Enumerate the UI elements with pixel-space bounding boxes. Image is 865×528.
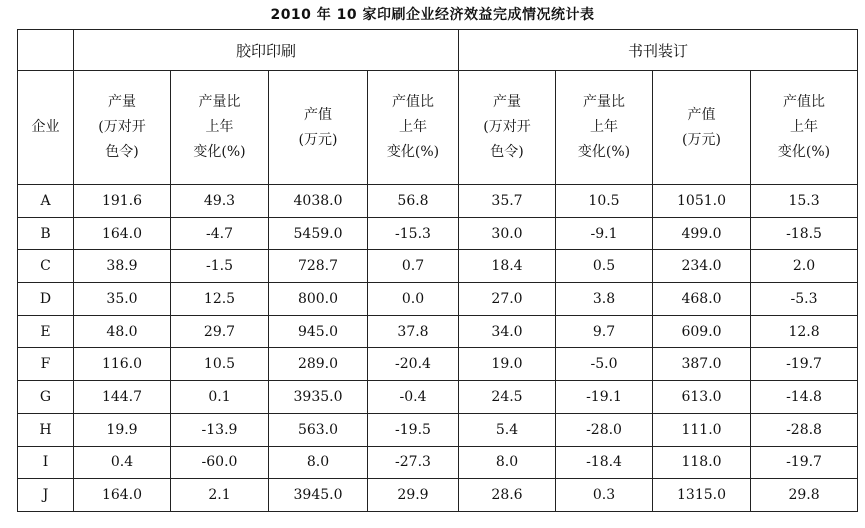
- data-cell: 37.8: [368, 315, 459, 348]
- data-cell: 24.5: [459, 381, 556, 414]
- data-cell: 19.0: [459, 348, 556, 381]
- data-cell: 118.0: [653, 446, 751, 479]
- data-cell: 3945.0: [269, 479, 368, 512]
- data-cell: 800.0: [269, 283, 368, 316]
- data-cell: 5.4: [459, 413, 556, 446]
- data-cell: -1.5: [171, 250, 269, 283]
- enterprise-cell: E: [18, 315, 74, 348]
- data-cell: 387.0: [653, 348, 751, 381]
- data-cell: -28.8: [751, 413, 858, 446]
- data-cell: -9.1: [556, 217, 653, 250]
- group-header-row: [18, 30, 858, 71]
- data-cell: 12.8: [751, 315, 858, 348]
- col-header-line: 上年: [399, 119, 427, 135]
- data-cell: 613.0: [653, 381, 751, 414]
- data-cell: 10.5: [171, 348, 269, 381]
- data-cell: 56.8: [368, 185, 459, 218]
- data-cell: 609.0: [653, 315, 751, 348]
- data-cell: -15.3: [368, 217, 459, 250]
- data-cell: -4.7: [171, 217, 269, 250]
- col-header-line: 产值比: [783, 94, 826, 110]
- data-cell: 191.6: [74, 185, 171, 218]
- col-header-line: 色令): [490, 144, 524, 160]
- enterprise-cell: F: [18, 348, 74, 381]
- data-cell: -19.7: [751, 446, 858, 479]
- row-header-enterprise: 企业: [18, 71, 74, 185]
- data-cell: 468.0: [653, 283, 751, 316]
- data-cell: 0.0: [368, 283, 459, 316]
- data-cell: 30.0: [459, 217, 556, 250]
- data-cell: 728.7: [269, 250, 368, 283]
- data-cell: 49.3: [171, 185, 269, 218]
- col-header-line: 上年: [590, 119, 619, 135]
- data-cell: -5.3: [751, 283, 858, 316]
- data-cell: -27.3: [368, 446, 459, 479]
- table-row: [18, 348, 858, 381]
- col-header-line: 变化(%): [386, 144, 440, 160]
- enterprise-cell: I: [18, 446, 74, 479]
- data-cell: 1051.0: [653, 185, 751, 218]
- col-header-line: 变化(%): [777, 144, 831, 160]
- corner-cell: [18, 30, 74, 71]
- data-cell: 10.5: [556, 185, 653, 218]
- data-cell: -19.7: [751, 348, 858, 381]
- data-cell: -18.4: [556, 446, 653, 479]
- data-cell: 19.9: [74, 413, 171, 446]
- enterprise-cell: A: [18, 185, 74, 218]
- data-cell: 499.0: [653, 217, 751, 250]
- col-header-line: (万元): [682, 131, 721, 148]
- group-header-binding: 书刊装订: [459, 30, 858, 71]
- data-cell: 29.9: [368, 479, 459, 512]
- col-header-value-change-binding: [751, 71, 858, 185]
- col-header-output-change: [171, 71, 269, 185]
- col-header-line: 产量比: [583, 94, 626, 110]
- data-cell: -18.5: [751, 217, 858, 250]
- col-header-line: 变化(%): [577, 144, 631, 160]
- table-row: [18, 185, 858, 218]
- enterprise-cell: H: [18, 413, 74, 446]
- col-header-output-binding: [459, 71, 556, 185]
- data-cell: 1315.0: [653, 479, 751, 512]
- data-cell: 164.0: [74, 217, 171, 250]
- table-body: [18, 185, 858, 512]
- data-cell: 3.8: [556, 283, 653, 316]
- data-cell: 15.3: [751, 185, 858, 218]
- data-cell: 0.7: [368, 250, 459, 283]
- data-cell: 4038.0: [269, 185, 368, 218]
- col-header-line: 产值: [687, 106, 716, 123]
- table-row: [18, 413, 858, 446]
- data-cell: 8.0: [459, 446, 556, 479]
- data-cell: 144.7: [74, 381, 171, 414]
- col-header-line: (万对开: [483, 119, 531, 135]
- col-header-value: [269, 71, 368, 185]
- col-header-line: 上年: [205, 119, 234, 135]
- data-cell: -5.0: [556, 348, 653, 381]
- data-cell: 164.0: [74, 479, 171, 512]
- col-header-line: 色令): [105, 144, 139, 160]
- data-cell: 5459.0: [269, 217, 368, 250]
- data-cell: -0.4: [368, 381, 459, 414]
- data-cell: -13.9: [171, 413, 269, 446]
- col-header-line: 产量比: [198, 94, 241, 110]
- col-header-value-change: [368, 71, 459, 185]
- col-header-line: 变化(%): [193, 144, 246, 160]
- table-row: [18, 381, 858, 414]
- data-cell: 0.1: [171, 381, 269, 414]
- enterprise-cell: J: [18, 479, 74, 512]
- data-cell: 38.9: [74, 250, 171, 283]
- col-header-output-change-binding: [556, 71, 653, 185]
- col-header-output: [74, 71, 171, 185]
- enterprise-cell: C: [18, 250, 74, 283]
- enterprise-cell: G: [18, 381, 74, 414]
- data-cell: 9.7: [556, 315, 653, 348]
- col-header-line: 产量: [108, 94, 136, 110]
- data-cell: 29.7: [171, 315, 269, 348]
- data-cell: -14.8: [751, 381, 858, 414]
- table-row: [18, 446, 858, 479]
- col-header-line: (万元): [298, 131, 338, 148]
- col-header-line: 产值比: [392, 94, 434, 110]
- data-cell: 34.0: [459, 315, 556, 348]
- table-row: [18, 315, 858, 348]
- data-cell: 35.0: [74, 283, 171, 316]
- data-cell: 35.7: [459, 185, 556, 218]
- enterprise-cell: B: [18, 217, 74, 250]
- table-title: 2010 年 10 家印刷企业经济效益完成情况统计表: [270, 7, 595, 23]
- data-cell: 945.0: [269, 315, 368, 348]
- col-header-line: (万对开: [98, 119, 146, 135]
- data-cell: -60.0: [171, 446, 269, 479]
- data-cell: 2.0: [751, 250, 858, 283]
- col-header-value-binding: [653, 71, 751, 185]
- data-cell: 2.1: [171, 479, 269, 512]
- data-cell: -20.4: [368, 348, 459, 381]
- data-cell: 0.5: [556, 250, 653, 283]
- statistics-table: [17, 29, 858, 512]
- data-cell: 18.4: [459, 250, 556, 283]
- table-row: [18, 479, 858, 512]
- data-cell: 563.0: [269, 413, 368, 446]
- data-cell: 28.6: [459, 479, 556, 512]
- enterprise-cell: D: [18, 283, 74, 316]
- table-row: [18, 217, 858, 250]
- data-cell: 27.0: [459, 283, 556, 316]
- data-cell: -28.0: [556, 413, 653, 446]
- data-cell: 12.5: [171, 283, 269, 316]
- data-cell: 8.0: [269, 446, 368, 479]
- data-cell: 48.0: [74, 315, 171, 348]
- group-header-offset: 胶印印刷: [74, 30, 459, 71]
- data-cell: 29.8: [751, 479, 858, 512]
- data-cell: -19.5: [368, 413, 459, 446]
- col-header-line: 产量: [493, 94, 522, 110]
- col-header-line: 产值: [304, 106, 332, 123]
- data-cell: 0.4: [74, 446, 171, 479]
- data-cell: 234.0: [653, 250, 751, 283]
- sub-header-row: [18, 71, 858, 185]
- data-cell: 111.0: [653, 413, 751, 446]
- table-row: [18, 250, 858, 283]
- data-cell: 289.0: [269, 348, 368, 381]
- data-cell: 3935.0: [269, 381, 368, 414]
- col-header-line: 上年: [790, 119, 819, 135]
- data-cell: -19.1: [556, 381, 653, 414]
- data-cell: 0.3: [556, 479, 653, 512]
- table-row: [18, 283, 858, 316]
- data-cell: 116.0: [74, 348, 171, 381]
